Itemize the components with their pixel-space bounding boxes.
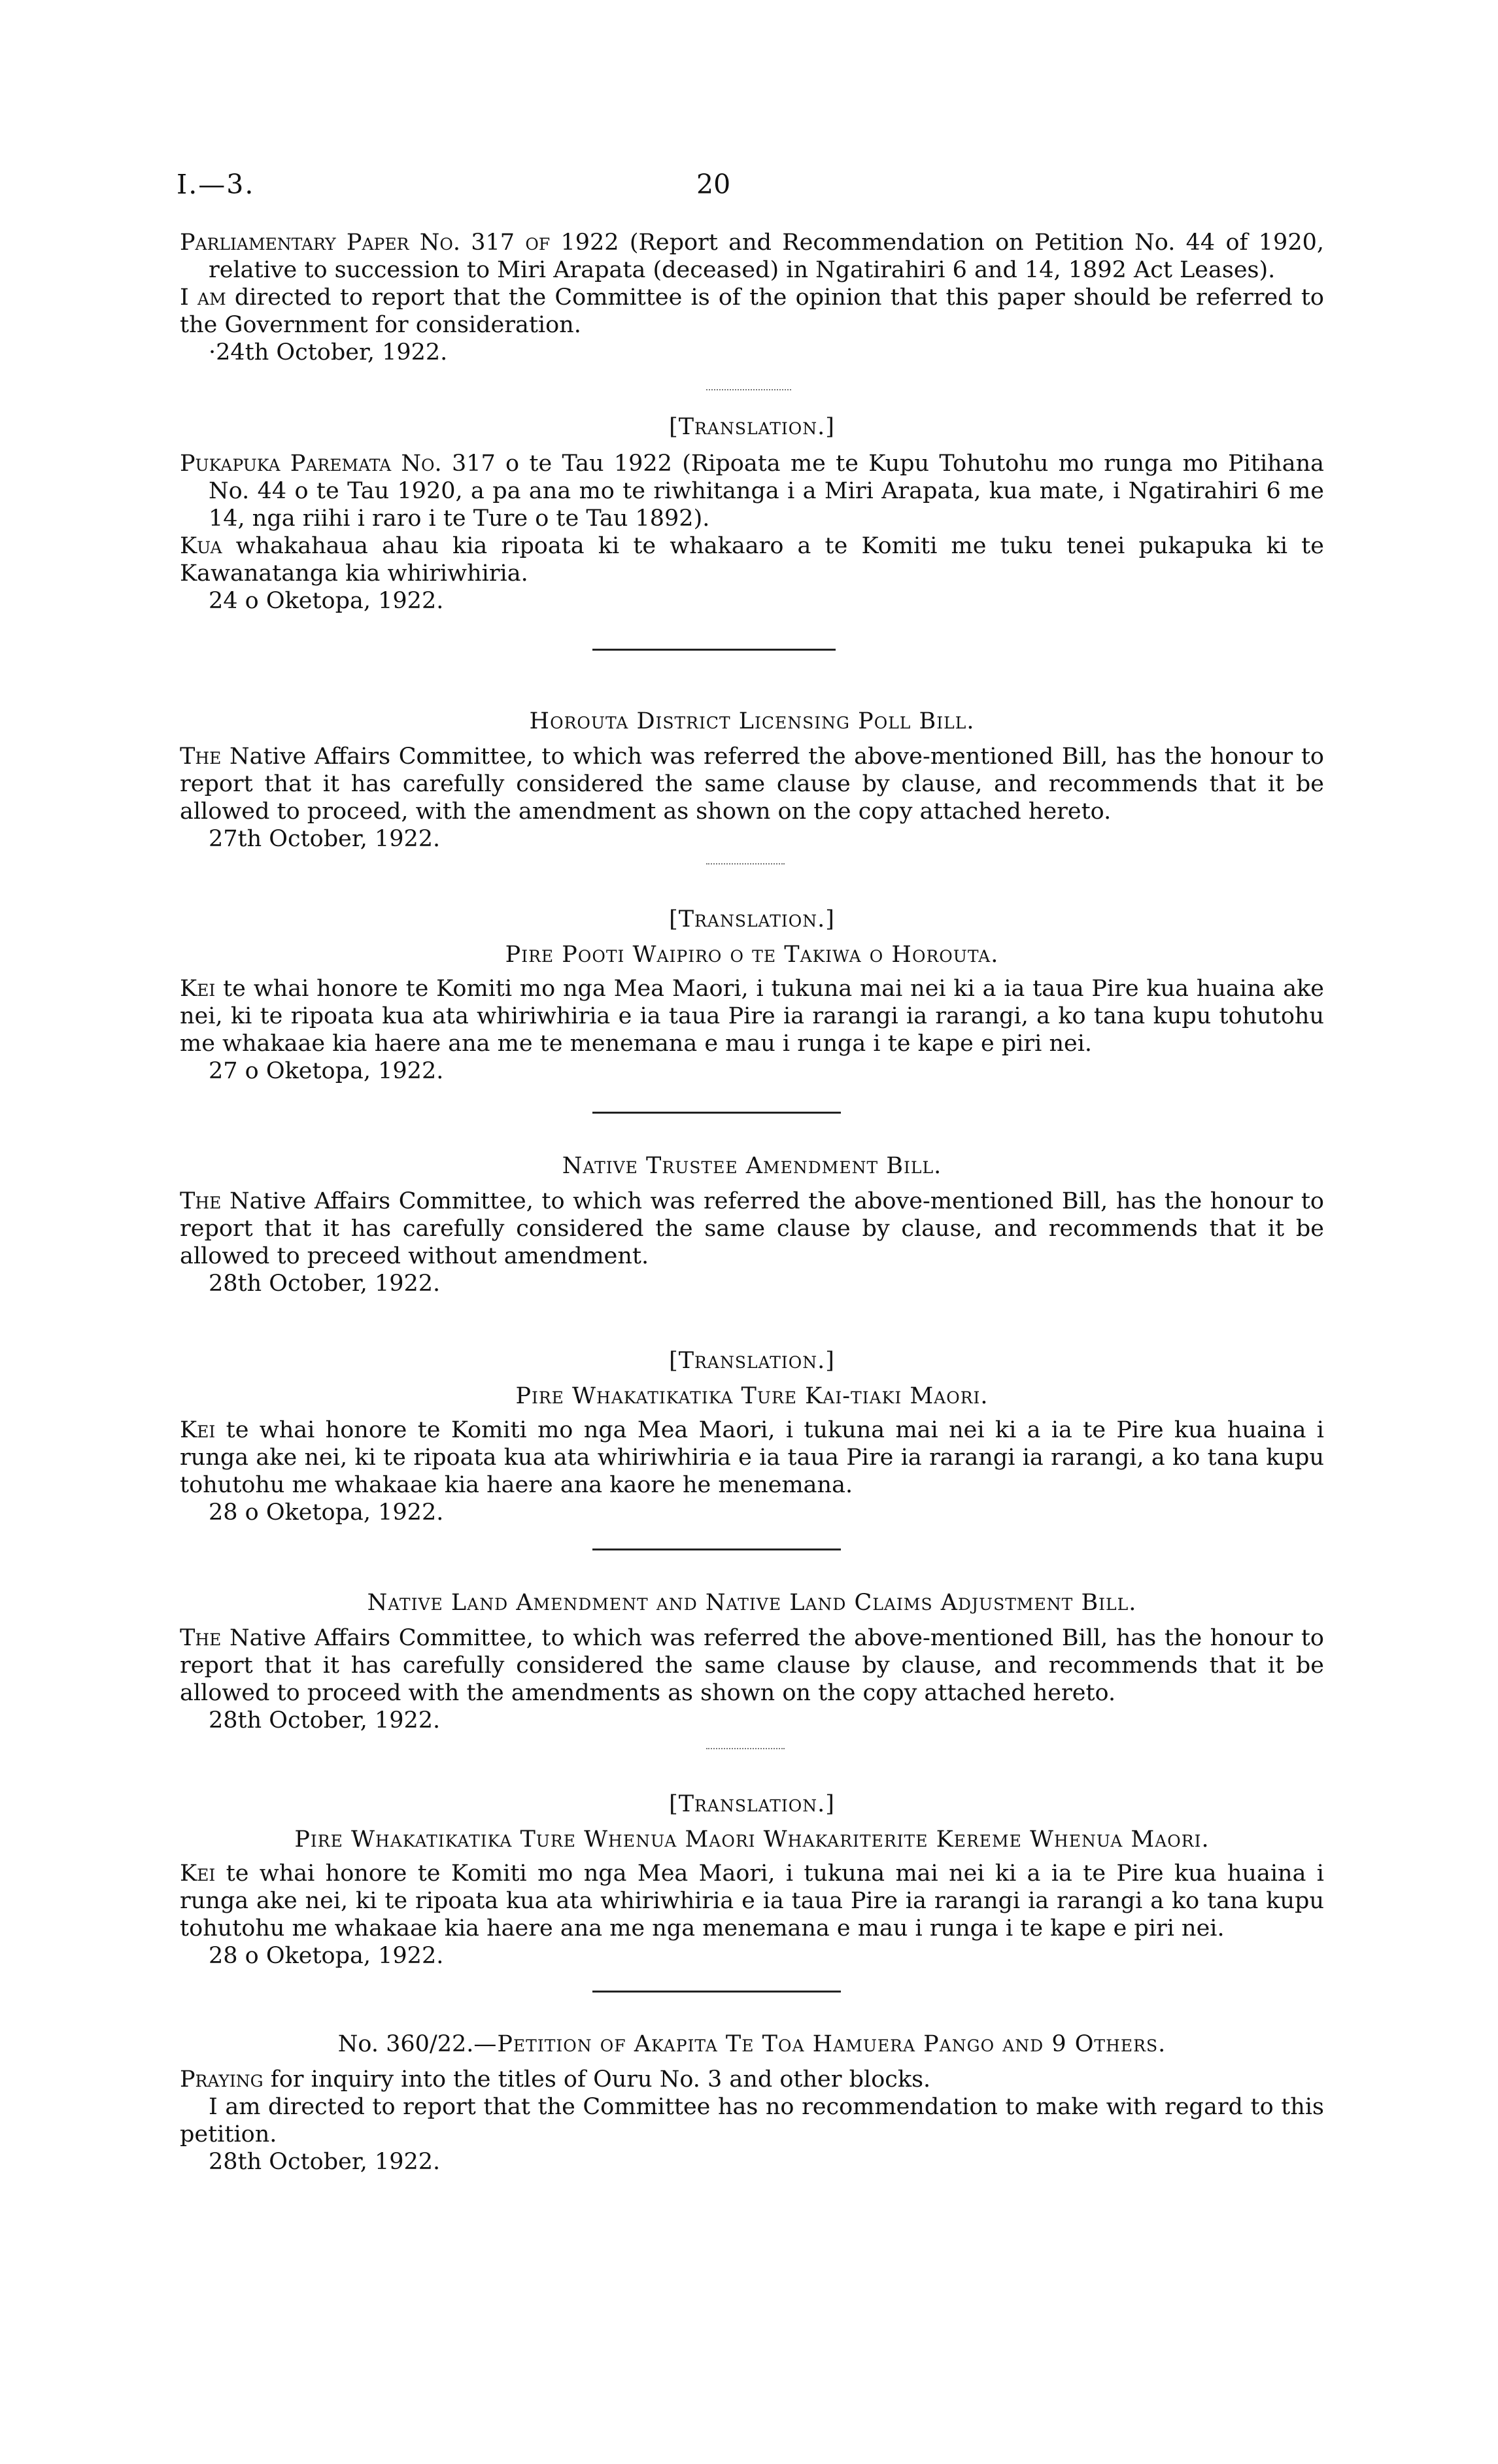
section-title: Pire Whakatikatika Ture Kai-tiaki Maori. <box>515 1383 989 1409</box>
section-divider <box>592 1549 841 1550</box>
page-number: 20 <box>696 169 731 200</box>
section-paper-317-translation <box>180 413 1324 615</box>
separator-dots <box>706 863 785 866</box>
section-date: 28 o Oketopa, 1922. <box>209 1499 444 1526</box>
translation-label: [Translation.] <box>669 1348 835 1374</box>
section-body-2: I am directed to report that the Committee has no recommendation to make with regard to this petition. <box>180 2094 1324 2147</box>
translation-label: [Translation.] <box>669 906 835 933</box>
section-horouta-bill <box>180 708 1324 853</box>
section-body: Kei te whai honore te Komiti mo nga Mea Maori, i tukuna mai nei ki a ia te Pire kua huaina i runga ake nei, ki te ripoata kua ata whiriwhiria e ia taua Pire ia rarangi ia rarangi, a ko tana kupu tohutohu me whakaae kia haere ana kaore he menemana. <box>180 1417 1324 1498</box>
section-paper-317 <box>180 229 1324 366</box>
section-divider <box>592 649 836 651</box>
section-body: The Native Affairs Committee, to which was referred the above-mentioned Bill, has the honour to report that it has carefully considered the same clause by clause, and recommends that it be allowed to proceed, with the amendment as shown on the copy attached hereto. <box>180 744 1324 825</box>
section-body: Kei te whai honore te Komiti mo nga Mea Maori, i tukuna mai nei ki a ia taua Pire kua huaina ake nei, ki te ripoata kua ata whiriwhiria e ia taua Pire ia rarangi ia rarangi, a ko tana kupu tohutohu me whakaae kia haere ana me te menemana e mau i runga i te kape e piri nei. <box>180 976 1324 1057</box>
document-reference: I.—3. <box>177 169 255 200</box>
section-date: 28 o Oketopa, 1922. <box>209 1943 444 1969</box>
section-date: 27th October, 1922. <box>209 826 441 852</box>
section-title: Native Trustee Amendment Bill. <box>562 1153 942 1179</box>
section-heading: Parliamentary Paper No. 317 of 1922 (Report and Recommendation on Petition No. 44 of 1920, relative to succession to Miri Arapata (deceased) in Ngatirahiri 6 and 14, 1892 Act Leases). <box>180 230 1324 283</box>
section-body: The Native Affairs Committee, to which was referred the above-mentioned Bill, has the honour to report that it has carefully considered the same clause by clause, and recommends that it be allowed to proceed with the amendments as shown on the copy attached hereto. <box>180 1625 1324 1706</box>
section-body: Kua whakahaua ahau kia ripoata ki te whakaaro a te Komiti me tuku tenei pukapuka ki te Kawanatanga kia whiriwhiria. <box>180 533 1324 587</box>
section-title: Pire Pooti Waipiro o te Takiwa o Horouta. <box>505 942 999 968</box>
section-body: I am directed to report that the Committee is of the opinion that this paper should be referred to the Government for consideration. <box>180 284 1324 338</box>
section-date: 24 o Oketopa, 1922. <box>209 588 444 614</box>
section-date: ·24th October, 1922. <box>209 339 448 366</box>
section-divider <box>592 1991 841 1993</box>
section-divider <box>592 1112 841 1114</box>
translation-label: [Translation.] <box>669 414 835 440</box>
section-native-trustee-bill-translation <box>180 1347 1324 1526</box>
section-body: Kei te whai honore te Komiti mo nga Mea Maori, i tukuna mai nei ki a ia te Pire kua huaina i runga ake nei, ki te ripoata kua ata whiriwhiria e ia taua Pire ia rarangi ia rarangi a ko tana kupu tohutohu me whakaae kia haere ana me nga menemana e mau i runga i te kape e piri nei. <box>180 1860 1324 1942</box>
separator-dots <box>706 389 791 392</box>
section-title: Pire Whakatikatika Ture Whenua Maori Whakariterite Kereme Whenua Maori. <box>294 1826 1210 1853</box>
section-heading: Pukapuka Paremata No. 317 o te Tau 1922 (Ripoata me te Kupu Tohutohu mo runga mo Pitihana No. 44 o te Tau 1920, a pa ana mo te riwhitanga i a Miri Arapata, kua mate, i Ngatirahiri 6 me 14, nga riihi i raro i te Ture o te Tau 1892). <box>180 451 1324 532</box>
translation-label: [Translation.] <box>669 1791 835 1817</box>
section-native-trustee-bill <box>180 1152 1324 1297</box>
separator-dots <box>706 1748 785 1751</box>
section-horouta-bill-translation <box>180 906 1324 1085</box>
section-petition-360 <box>180 2030 1324 2176</box>
section-title: No. 360/22.—Petition of Akapita Te Toa Hamuera Pango and 9 Others. <box>337 2031 1166 2057</box>
section-date: 28th October, 1922. <box>209 2149 441 2175</box>
section-date: 28th October, 1922. <box>209 1707 441 1734</box>
section-body: The Native Affairs Committee, to which was referred the above-mentioned Bill, has the honour to report that it has carefully considered the same clause by clause, and recommends that it be allowed to preceed without amendment. <box>180 1188 1324 1269</box>
section-native-land-bill <box>180 1589 1324 1734</box>
section-title: Horouta District Licensing Poll Bill. <box>529 708 975 734</box>
section-date: 28th October, 1922. <box>209 1271 441 1297</box>
section-native-land-bill-translation <box>180 1790 1324 1970</box>
section-title: Native Land Amendment and Native Land Claims Adjustment Bill. <box>367 1590 1137 1616</box>
section-body: Praying for inquiry into the titles of Ouru No. 3 and other blocks. <box>180 2066 931 2093</box>
section-date: 27 o Oketopa, 1922. <box>209 1058 444 1084</box>
